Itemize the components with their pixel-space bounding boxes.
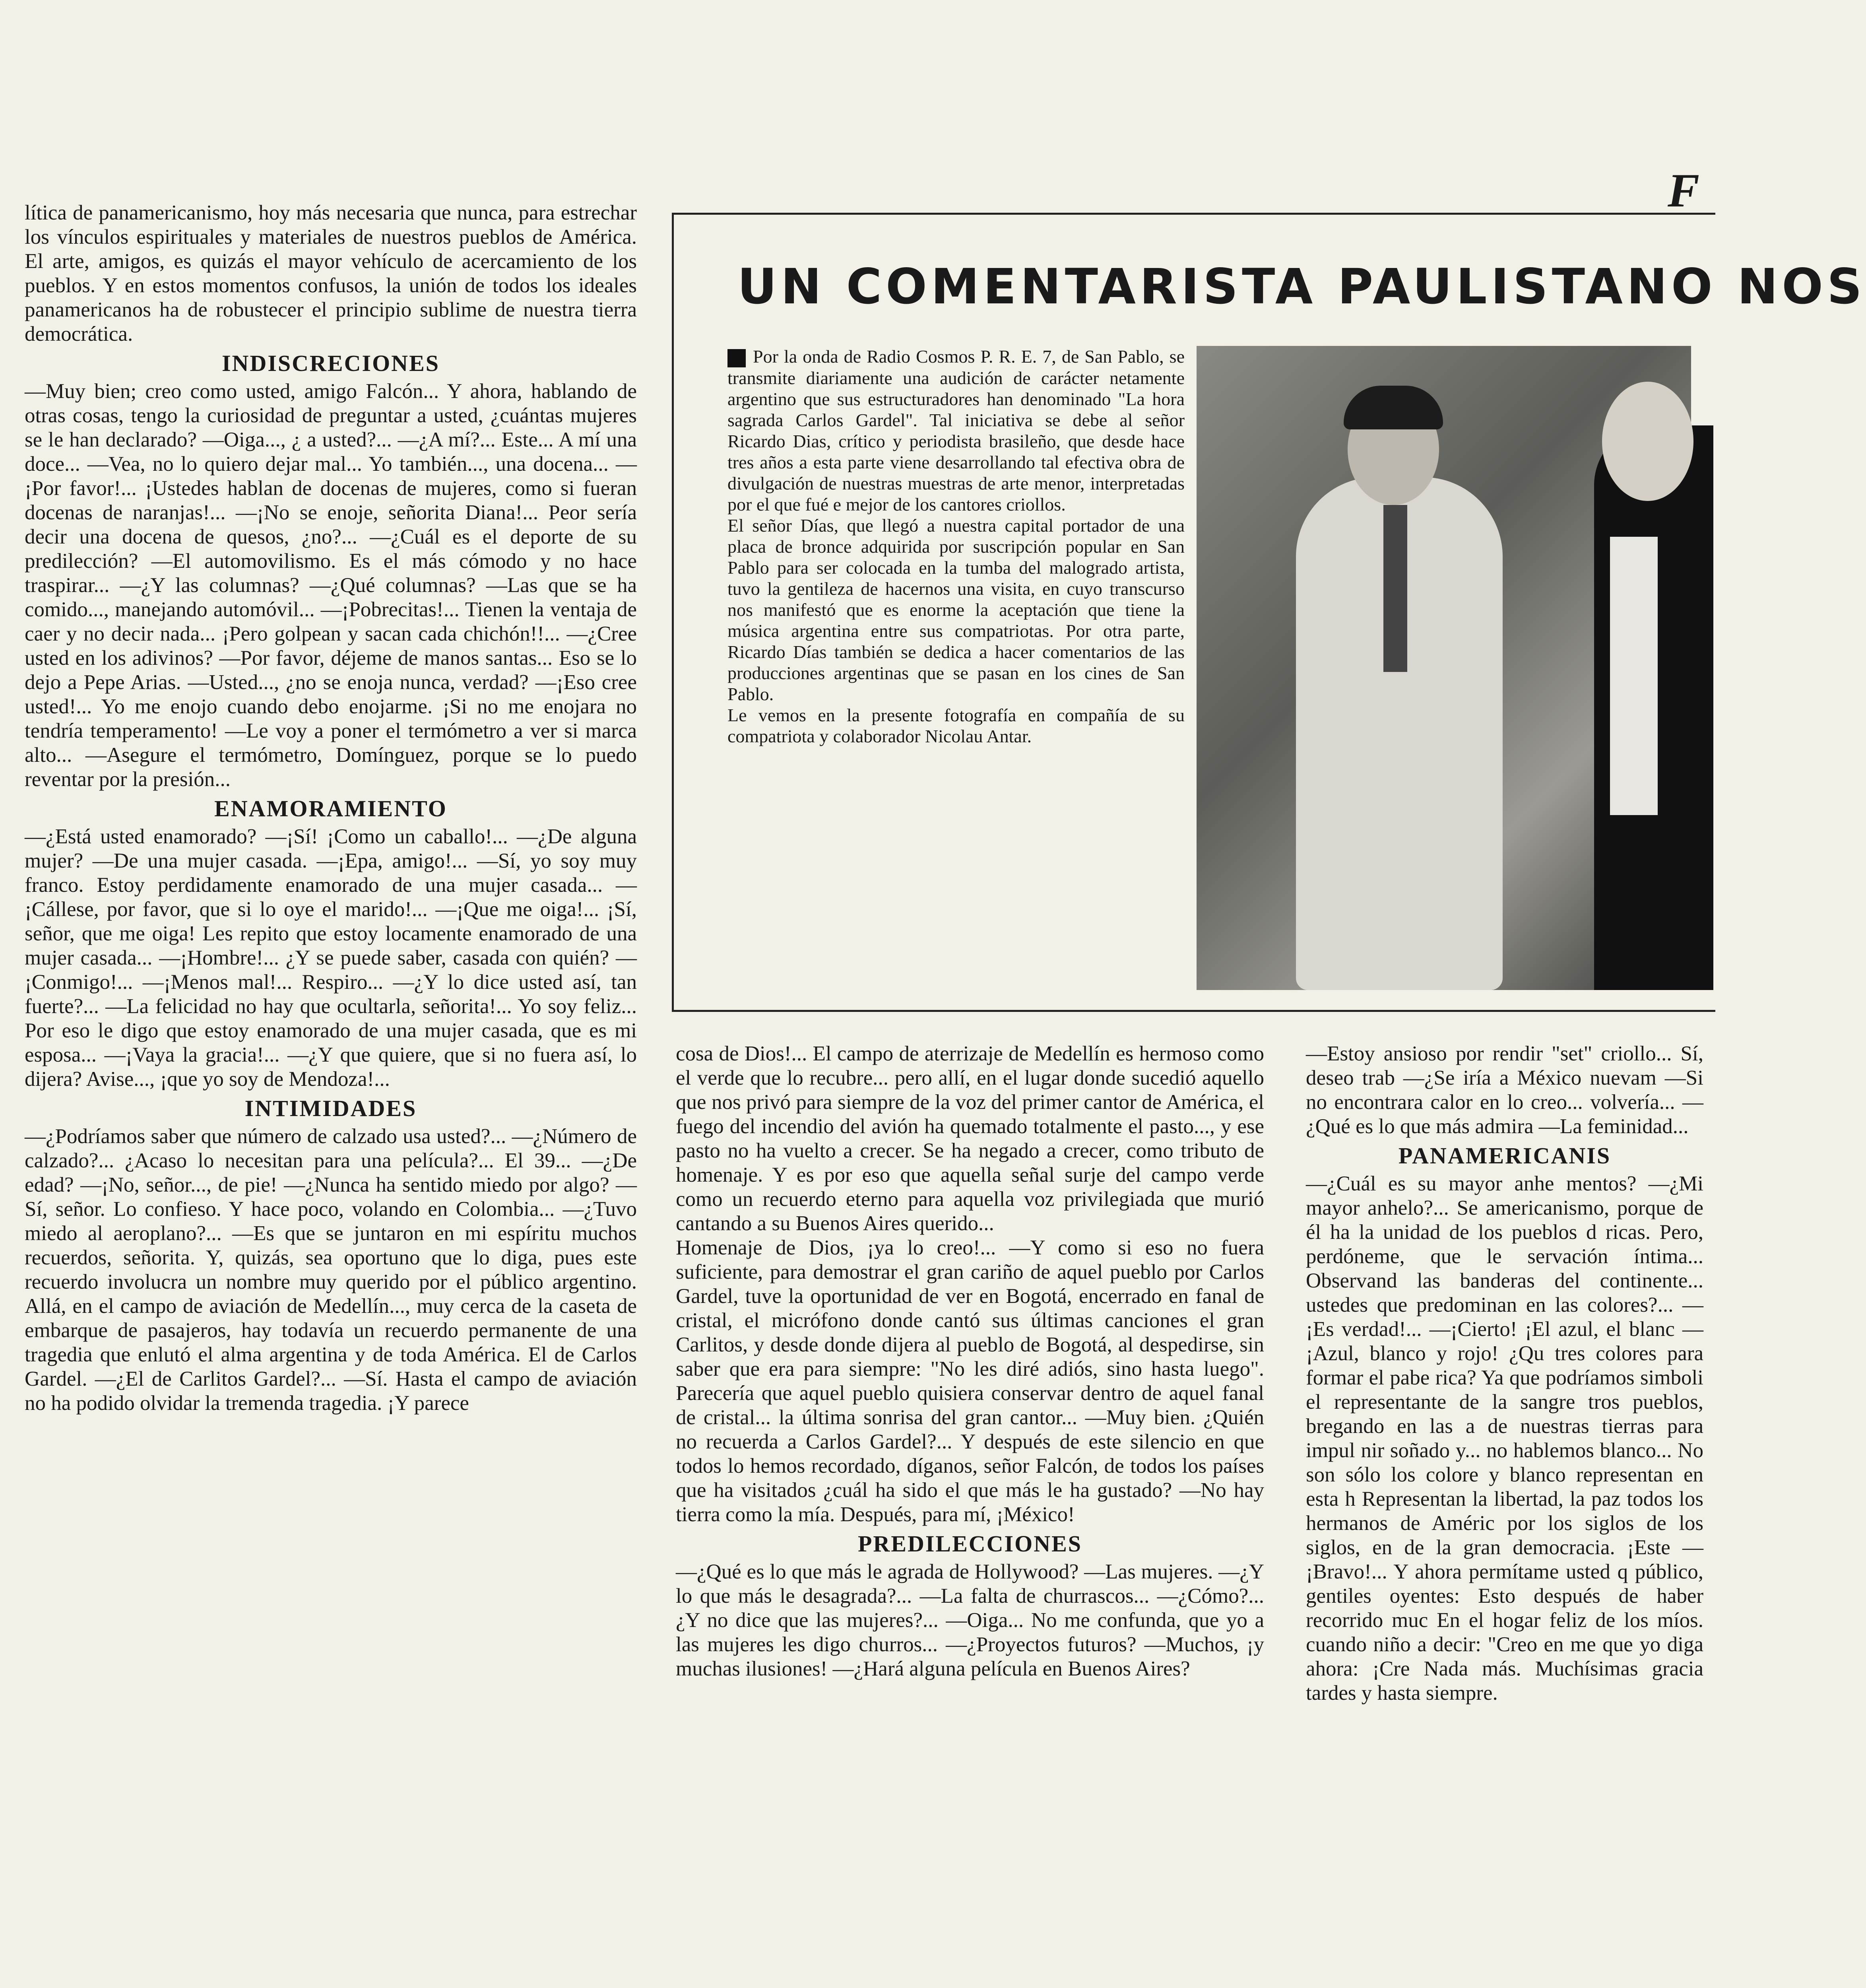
sidebar-paragraph-3: Le vemos en la presente fotografía en compañía de su compatriota y colaborador Nicolau Antar. bbox=[727, 705, 1185, 747]
photo-second-man-shirt bbox=[1610, 537, 1658, 815]
middle-paragraph-2: Homenaje de Dios, ¡ya lo creo!... —Y como si eso no fuera suficiente, para demostrar el gran cariño de aquel pueblo por Carlos Gardel, tuve la oportunidad de ver en Bogotá, encerrado en fanal de cristal, el micrófono donde cantó sus últimas canciones el gran Carlitos, y desde donde dijera al pueblo de Bogotá, al despedirse, sin saber que era para siempre: "No les diré adiós, sino hasta luego". Parecería que aquel pueblo quisiera conservar dentro de aquel fanal de cristal... la última sonrisa del gran cantor... —Muy bien. ¿Quién no recuerda a Carlos Gardel?... Y después de este silencio en que todos lo hemos recordado, díganos, señor Falcón, de todos los países que ha visitados ¿cuál ha sido el que más le ha gustado? —No hay tierra como la mía. Después, para mí, ¡México! bbox=[676, 1236, 1264, 1526]
right-paragraph-2: —¿Cuál es su mayor anhe mentos? —¿Mi mayor anhelo?... Se americanismo, porque de él ha la unidad de los pueblos d ricas. Pero, perdóneme, que le servación íntima... Observand las banderas del continente... ustedes que predominan en las colores?... —¡Es verdad!... —¡Cierto! ¡El azul, el blanc —¡Azul, blanco y rojo! ¿Qu tres colores para formar el pabe rica? Ya que podríamos simboli el representante de la sangre tros pueblos, bregando en las a de nuestras tierras para impul nir soñado y... no hablemos blanco... No son sólo los colore y blanco representan en esta h Representan la libertad, la paz todos los hermanos de Améric por los siglos de los siglos, en de la gran democracia. ¡Este —¡Bravo!... Y ahora permítame usted q público, gentiles oyentes: Esto después de haber recorrido muc En el hogar feliz de los míos. cuando niño a decir: "Creo en me que yo diga ahora: ¡Cre Nada más. Muchísimas gracia tardes y hasta siempre. bbox=[1306, 1172, 1703, 1705]
photo-man-tie bbox=[1383, 505, 1407, 672]
page-number-mark: F bbox=[1668, 164, 1700, 217]
article-photo bbox=[1197, 346, 1691, 990]
section-heading-indiscreciones: INDISCRECIONES bbox=[221, 350, 440, 376]
column-left bbox=[25, 201, 637, 1415]
photo-man-hair bbox=[1344, 386, 1443, 429]
column-middle bbox=[676, 1042, 1264, 1681]
indiscreciones-text: —Muy bien; creo como usted, amigo Falcón... Y ahora, hablando de otras cosas, tengo la curiosidad de preguntar a usted, ¿cuántas mujeres se le han declarado? —Oiga..., ¿ a usted?... —¿A mí?... Este... A mí una doce... —Vea, no lo quiero dejar mal... Yo también..., una docena... —¡Por favor!... ¡Ustedes hablan de docenas de mujeres, como si fueran docenas de naranjas!... —¡No se enoje, señorita Diana!... Peor sería decir una docena de quesos, ¿no?... —¿Cuál es el deporte de su predilección? —El automovilismo. Es el más cómodo y no hace traspirar... —¿Y las columnas? —¿Qué columnas? —Las que se ha comido..., manejando automóvil... —¡Pobrecitas!... Tienen la ventaja de caer y no decir nada... ¡Pero golpean y sacan cada chichón!!... —¿Cree usted en los adivinos? —Por favor, déjeme de manos santas... Eso se lo dejo a Pepe Arias. —Usted..., ¿no se enoja nunca, verdad? —¡Eso cree usted!... Yo me enojo cuando debo enojarme. ¡Si no me enojara no tendría temperamento! —Le voy a poner el termómetro a ver si marca alto... —Asegure el termómetro, Domínguez, porque se lo puedo reventar por la presión... bbox=[25, 380, 637, 791]
enamoramiento-text: —¿Está usted enamorado? —¡Sí! ¡Como un caballo!... —¿De alguna mujer? —De una mujer casada. —¡Epa, amigo!... —Sí, yo soy muy franco. Estoy perdidamente enamorado de una mujer casada... —¡Cállese, por favor, que si lo oye el marido!... —¡Que me oiga!... ¡Sí, señor, que me oiga! Les repito que estoy locamente enamorado de una mujer casada... —¡Hombre!... ¿Y se puede saber, casada con quién? —¡Conmigo!... —¡Menos mal!... Respiro... —¿Y lo dice usted así, tan fuerte?... —La felicidad no hay que ocultarla, señorita!... Yo soy feliz... Por eso le digo que estoy enamorado de una mujer casada, que es mi esposa... —¡Vaya la gracia!... —¿Y que quiere, que si no fuera así, lo dijera? Avise..., ¡que yo soy de Mendoza!... bbox=[25, 825, 637, 1091]
section-heading-predilecciones: PREDILECCIONES bbox=[857, 1531, 1082, 1557]
middle-paragraph-1: cosa de Dios!... El campo de aterrizaje de Medellín es hermoso como el verde que lo recubre... pero allí, en el lugar donde sucedió aquello que nos privó para siempre de la voz del primer cantor de América, el fuego del incendio del avión ha quemado totalmente el pasto..., y ese pasto no ha vuelto a crecer. Se ha negado a crecer, como tributo de homenaje. Y es por eso que aquella señal surje del campo verde como un recuerdo eterno para aquella voz privilegiada que murió cantando a su Buenos Aires querido... bbox=[676, 1042, 1264, 1235]
column-right bbox=[1306, 1042, 1703, 1705]
sidebar-headline: UN COMENTARISTA PAULISTANO NOS bbox=[737, 258, 1866, 315]
predilecciones-text: —¿Qué es lo que más le agrada de Hollywood? —Las mujeres. —¿Y lo que más le desagrada?... —La falta de churrascos... —¿Cómo?... ¿Y no dice que las mujeres?... —Oiga... No me confunda, que yo a las mujeres les digo churros... —¿Proyectos futuros? —Muchos, ¡y muchas ilusiones! —¿Hará alguna película en Buenos Aires? bbox=[676, 1560, 1264, 1680]
photo-second-man-head bbox=[1602, 382, 1693, 501]
sidebar-paragraph-2: El señor Días, que llegó a nuestra capital portador de una placa de bronce adquirida por suscripción popular en San Pablo para ser colocada en la tumba del malogrado artista, tuvo la gentileza de hacernos una visita, en cuyo transcurso nos manifestó que es enorme la aceptación que tiene la música argentina entre sus compatriotas. Por otra parte, Ricardo Días también se dedica a hacer comentarios de las producciones argentinas que se pasan en los cines de San Pablo. bbox=[727, 515, 1185, 705]
bullet-square-icon bbox=[727, 349, 746, 367]
sidebar-article-text bbox=[727, 346, 1185, 747]
intimidades-text: —¿Podríamos saber que número de calzado usa usted?... —¿Número de calzado?... ¿Acaso lo necesitan para una película?... El 39... —¿De edad? —¡No, señor..., de pie! —¿Nunca ha sentido miedo por algo? —Sí, señor. Lo confieso. Y hace poco, volando en Colombia... —¿Tuvo miedo al aeroplano?... —Es que se juntaron en mi espíritu muchos recuerdos, señorita. Y, quizás, sea oportuno que lo diga, pues este recuerdo involucra un nombre muy querido por el público argentino. Allá, en el campo de aviación de Medellín..., muy cerca de la caseta de embarque de pasajeros, hay todavía un recuerdo permanente de una tragedia que enlutó el alma argentina y de toda América. El de Carlos Gardel. —¿El de Carlitos Gardel?... —Sí. Hasta el campo de aviación no ha podido olvidar la tremenda tragedia. ¡Y parece bbox=[25, 1125, 637, 1415]
section-heading-panamericanismo: PANAMERICANIS bbox=[1398, 1143, 1611, 1169]
section-heading-intimidades: INTIMIDADES bbox=[244, 1095, 417, 1121]
sidebar-paragraph-1: Por la onda de Radio Cosmos P. R. E. 7, de San Pablo, se transmite diariamente una audición de carácter netamente argentino que sus estructuradores han denominado "La hora sagrada Carlos Gardel". Tal iniciativa se debe al señor Ricardo Dias, crítico y periodista brasileño, que desde hace tres años a esta parte viene desarrollando tal efectiva obra de divulgación de nuestras muestras de arte menor, interpretadas por el que fué e mejor de los cantores criollos. bbox=[727, 346, 1185, 515]
right-paragraph-1: —Estoy ansioso por rendir "set" criollo... Sí, deseo trab —¿Se iría a México nuevam —Si no encontrara calor en lo creo... volvería... —¿Qué es lo que más admira —La feminidad... bbox=[1306, 1042, 1703, 1138]
intro-paragraph: lítica de panamericanismo, hoy más necesaria que nunca, para estrechar los vínculos espirituales y materiales de nuestros pueblos de América. El arte, amigos, es quizás el mayor vehículo de acercamiento de los pueblos. Y en estos momentos confusos, la unión de todos los ideales panamericanos ha de robustecer el principio sublime de nuestra tierra democrática. bbox=[25, 201, 637, 346]
section-heading-enamoramiento: ENAMORAMIENTO bbox=[214, 796, 447, 821]
